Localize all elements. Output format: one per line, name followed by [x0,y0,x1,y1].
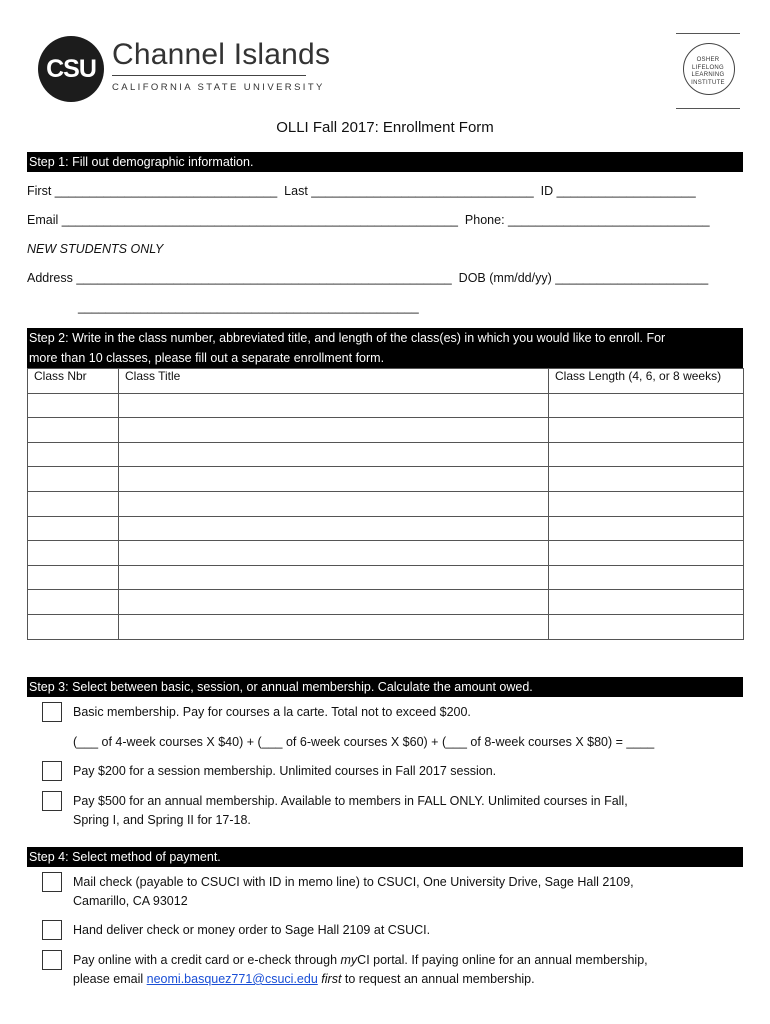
class-length-cell[interactable] [549,418,744,443]
step4-heading: Step 4: Select method of payment. [27,847,743,867]
class-length-cell[interactable] [549,541,744,566]
class-length-cell[interactable] [549,590,744,615]
class-nbr-cell[interactable] [28,565,119,590]
logo-name: Channel Islands [112,38,331,71]
basic-membership-label: Basic membership. Pay for courses a la carte. Total not to exceed $200. [73,705,471,719]
class-title-cell[interactable] [119,614,549,639]
step2-heading-line: more than 10 classes, please fill out a separate enrollment form. [29,351,385,365]
step2-heading [27,328,743,368]
olli-badge-text [676,57,740,87]
online-text: please email [73,972,147,986]
olli-badge [676,33,740,109]
class-nbr-cell[interactable] [28,590,119,615]
class-length-cell[interactable] [549,565,744,590]
email-phone-fields[interactable]: Email _________________________________________________________ Phone: _____________________________ [27,213,710,227]
column-header: Class Nbr [28,369,119,394]
address-line-2[interactable]: _________________________________________________ [78,300,419,314]
hand-deliver-label: Hand deliver check or money order to Sage Hall 2109 at CSUCI. [73,923,431,937]
class-row [28,614,744,639]
step3-heading: Step 3: Select between basic, session, or annual membership. Calculate the amount owed. [27,677,743,697]
step1-heading: Step 1: Fill out demographic information. [27,152,743,172]
online-text: to request an annual membership. [341,972,535,986]
badge-line: OSHER [696,57,720,63]
class-length-cell[interactable] [549,516,744,541]
badge-line: LIFELONG [691,64,725,71]
online-my-text: my [340,953,358,967]
logo-subtitle: CALIFORNIA STATE UNIVERSITY [112,82,325,93]
class-title-cell[interactable] [119,467,549,492]
class-row [28,516,744,541]
class-row [28,590,744,615]
mail-check-checkbox[interactable] [42,872,62,892]
csu-logo-mark: CSU [38,36,104,102]
class-length-cell[interactable] [549,467,744,492]
class-title-cell[interactable] [119,393,549,418]
logo-divider [112,75,306,76]
session-membership-label: Pay $200 for a session membership. Unlimited courses in Fall 2017 session. [73,764,497,778]
mail-check-label [73,873,634,911]
table-header-row [28,369,744,394]
class-row [28,467,744,492]
basic-membership-checkbox[interactable] [42,702,62,722]
class-title-cell[interactable] [119,418,549,443]
class-nbr-cell[interactable] [28,442,119,467]
class-title-cell[interactable] [119,442,549,467]
annual-membership-label [73,792,628,830]
column-header: Class Title [119,369,549,394]
class-length-cell[interactable] [549,442,744,467]
class-nbr-cell[interactable] [28,541,119,566]
pay-online-label [73,951,648,989]
name-id-fields[interactable]: First ________________________________ Last ________________________________ ID ____________________ [27,184,696,198]
session-membership-checkbox[interactable] [42,761,62,781]
class-row [28,442,744,467]
class-row [28,393,744,418]
class-length-cell[interactable] [549,393,744,418]
class-nbr-cell[interactable] [28,418,119,443]
badge-line: LEARNING [691,72,725,78]
mail-line: Mail check (payable to CSUCI with ID in memo line) to CSUCI, One University Drive, Sage Hall 2109, [73,875,634,889]
class-nbr-cell[interactable] [28,393,119,418]
online-text: CI portal. If paying online for an annual membership, [357,953,648,967]
class-row [28,565,744,590]
membership-calculation[interactable]: (___ of 4-week courses X $40) + (___ of 6-week courses X $60) + (___ of 8-week courses X $80) = ____ [73,735,655,749]
annual-membership-checkbox[interactable] [42,791,62,811]
class-row [28,418,744,443]
step2-heading-line: Step 2: Write in the class number, abbreviated title, and length of the class(es) in which you would like to enroll. For [29,331,666,345]
online-line [73,951,648,970]
column-header: Class Length (4, 6, or 8 weeks) [549,369,744,394]
pay-online-checkbox[interactable] [42,950,62,970]
class-table [27,368,744,640]
class-length-cell[interactable] [549,614,744,639]
new-students-label: NEW STUDENTS ONLY [27,242,164,256]
class-title-cell[interactable] [119,590,549,615]
class-row [28,541,744,566]
class-title-cell[interactable] [119,491,549,516]
hand-deliver-checkbox[interactable] [42,920,62,940]
class-nbr-cell[interactable] [28,467,119,492]
annual-line: Pay $500 for an annual membership. Available to members in FALL ONLY. Unlimited courses in Fall, [73,794,628,808]
class-nbr-cell[interactable] [28,614,119,639]
badge-line: INSTITUTE [691,79,725,86]
class-title-cell[interactable] [119,565,549,590]
annual-line: Spring I, and Spring II for 17-18. [73,813,251,827]
mail-line: Camarillo, CA 93012 [73,894,188,908]
class-nbr-cell[interactable] [28,516,119,541]
online-first-text: first [321,972,342,986]
class-nbr-cell[interactable] [28,491,119,516]
class-row [28,491,744,516]
online-text: Pay online with a credit card or e-check through [73,953,341,967]
form-title: OLLI Fall 2017: Enrollment Form [276,119,494,136]
class-length-cell[interactable] [549,491,744,516]
class-title-cell[interactable] [119,516,549,541]
address-dob-fields[interactable]: Address ______________________________________________________ DOB (mm/dd/yy) ______________________ [27,271,709,285]
class-title-cell[interactable] [119,541,549,566]
contact-email-link[interactable]: neomi.basquez771@csuci.edu [146,972,318,986]
online-line [73,970,648,989]
